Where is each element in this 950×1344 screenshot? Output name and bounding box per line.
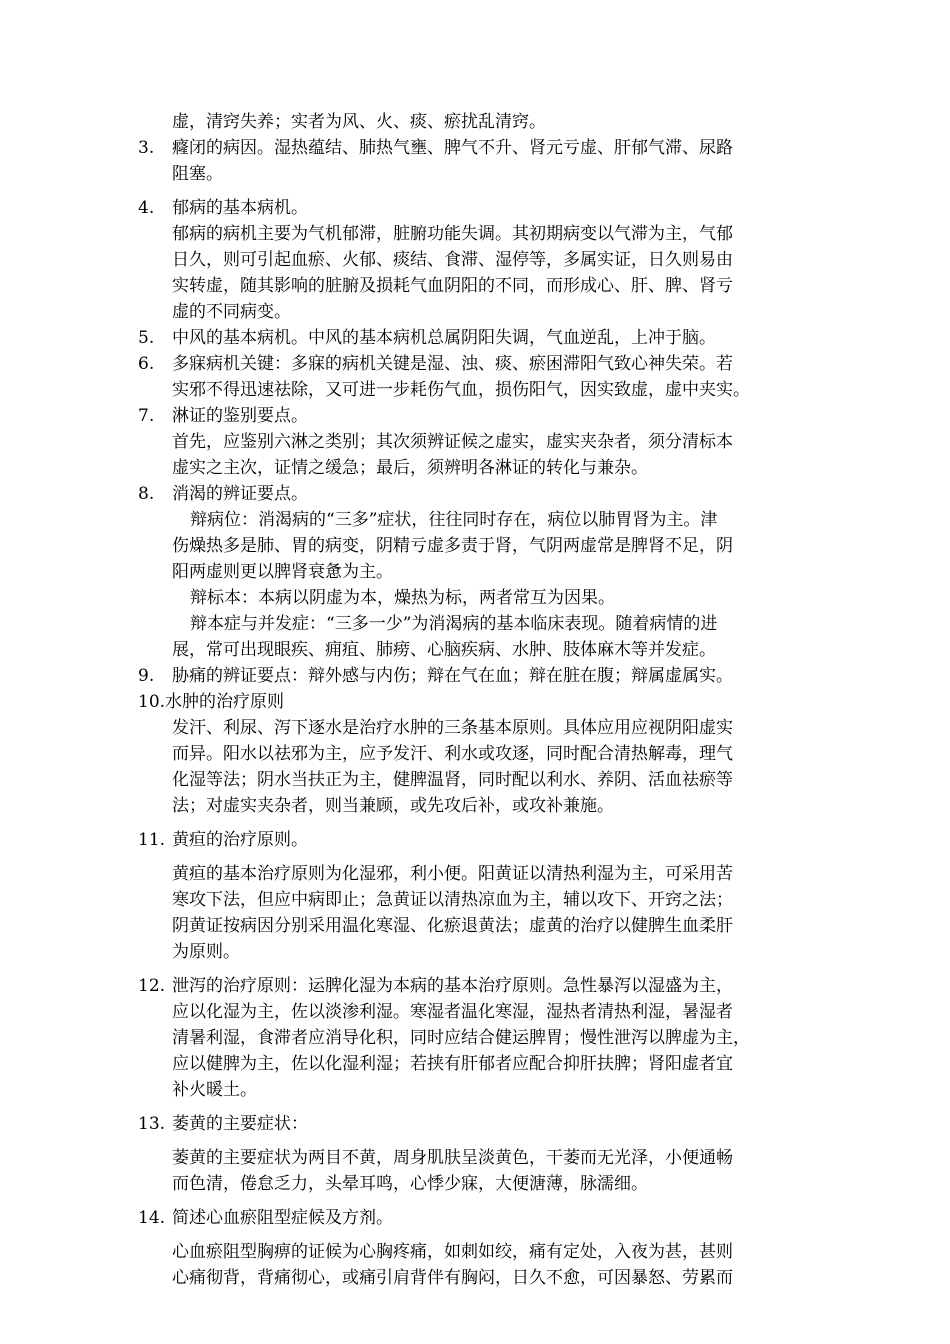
text-line: 郁病的病机主要为气机郁滞，脏腑功能失调。其初期病变以气滞为主，气郁 <box>172 224 733 244</box>
text-line: 实邪不得迅速祛除，又可进一步耗伤气血，损伤阳气，因实致虚，虚中夹实。 <box>172 380 750 400</box>
text-line: 而异。阳水以祛邪为主，应予发汗、利水或攻逐，同时配合清热解毒，理气 <box>172 744 733 764</box>
list-item-text: 胁痛的辨证要点：辩外感与内伤；辩在气在血；辩在脏在腹；辩属虚属实。 <box>172 666 733 686</box>
document-page <box>138 109 828 1291</box>
text-line: 阻塞。 <box>172 164 223 184</box>
line-gap <box>138 965 828 973</box>
list-item-number: 14. <box>138 1208 166 1228</box>
line-gap <box>138 819 828 827</box>
line-gap <box>138 1197 828 1205</box>
list-item-text: 中风的基本病机。中风的基本病机总属阴阳失调，气血逆乱，上冲于脑。 <box>172 328 716 348</box>
line-gap <box>138 1231 828 1239</box>
list-item-number: 12. <box>138 976 166 996</box>
list-item-number: 4. <box>138 198 155 218</box>
list-item <box>138 827 828 853</box>
text-line: 阳两虚则更以脾肾衰惫为主。 <box>172 562 393 582</box>
list-item-number: 7. <box>138 406 155 426</box>
text-line: 应以化湿为主，佐以淡渗利湿。寒湿者温化寒湿，湿热者清热利湿，暑湿者 <box>172 1002 733 1022</box>
text-line: 心痛彻背，背痛彻心，或痛引肩背伴有胸闷，日久不愈，可因暴怒、劳累而 <box>172 1268 733 1288</box>
line-gap <box>138 1103 828 1111</box>
list-item-text: 癃闭的病因。湿热蕴结、肺热气壅、脾气不升、肾元亏虚、肝郁气滞、尿路 <box>172 138 733 158</box>
list-item <box>138 663 828 689</box>
list-item <box>138 481 828 507</box>
text-line: 展，常可出现眼疾、痈疽、肺痨、心脑疾病、水肿、肢体麻木等并发症。 <box>172 640 716 660</box>
list-item-text: 郁病的基本病机。 <box>172 198 308 218</box>
list-item <box>138 973 828 999</box>
text-line: 辩标本：本病以阴虚为本，燥热为标，两者常互为因果。 <box>190 588 615 608</box>
list-item <box>138 195 828 221</box>
list-item-text: 消渴的辨证要点。 <box>172 484 308 504</box>
text-line: 萎黄的主要症状为两目不黄，周身肌肤呈淡黄色，干萎而无光泽，小便通畅 <box>172 1148 733 1168</box>
list-item-number: 13. <box>138 1114 166 1134</box>
text-line: 伤燥热多是肺、胃的病变，阴精亏虚多责于肾，气阴两虚常是脾肾不足，阴 <box>172 536 733 556</box>
list-item <box>138 1111 828 1137</box>
list-item-text: 多寐病机关键：多寐的病机关键是湿、浊、痰、瘀困滞阳气致心神失荣。若 <box>172 354 733 374</box>
list-item-text: 萎黄的主要症状： <box>172 1114 308 1134</box>
line-gap <box>138 1137 828 1145</box>
text-line: 虚的不同病变。 <box>172 302 291 322</box>
list-item-number: 11. <box>138 830 166 850</box>
list-item-number: 5. <box>138 328 155 348</box>
list-item-text: 黄疸的治疗原则。 <box>172 830 308 850</box>
list-item-text: 泄泻的治疗原则：运脾化湿为本病的基本治疗原则。急性暴泻以湿盛为主， <box>172 976 733 996</box>
text-line: 辩本症与并发症：“三多一少”为消渴病的基本临床表现。随着病情的进 <box>190 614 718 634</box>
text-line: 阴黄证按病因分别采用温化寒湿、化瘀退黄法；虚黄的治疗以健脾生血柔肝 <box>172 916 733 936</box>
line-gap <box>138 187 828 195</box>
text-line: 为原则。 <box>172 942 240 962</box>
text-line: 化湿等法；阴水当扶正为主，健脾温肾，同时配以利水、养阴、活血祛瘀等 <box>172 770 733 790</box>
list-item <box>138 351 828 377</box>
text-line: 法；对虚实夹杂者，则当兼顾，或先攻后补，或攻补兼施。 <box>172 796 614 816</box>
list-item <box>138 135 828 161</box>
list-item-number: 9. <box>138 666 155 686</box>
list-item <box>138 1205 828 1231</box>
text-line: 寒攻下法，但应中病即止；急黄证以清热凉血为主，辅以攻下、开窍之法； <box>172 890 733 910</box>
text-line: 黄疸的基本治疗原则为化湿邪，利小便。阳黄证以清热利湿为主，可采用苦 <box>172 864 733 884</box>
list-item-text: 淋证的鉴别要点。 <box>172 406 308 426</box>
list-item-number: 8. <box>138 484 155 504</box>
list-item <box>138 403 828 429</box>
line-gap <box>138 853 828 861</box>
text-line: 辩病位：消渴病的“三多”症状，往往同时存在，病位以肺胃肾为主。津 <box>190 510 718 530</box>
text-line: 实转虚，随其影响的脏腑及损耗气血阴阳的不同，而形成心、肝、脾、肾亏 <box>172 276 733 296</box>
text-line: 日久，则可引起血瘀、火郁、痰结、食滞、湿停等，多属实证，日久则易由 <box>172 250 733 270</box>
list-item-text: 简述心血瘀阻型症候及方剂。 <box>172 1208 393 1228</box>
text-line: 应以健脾为主，佐以化湿利湿；若挟有肝郁者应配合抑肝扶脾；肾阳虚者宜 <box>172 1054 733 1074</box>
text-line: 首先，应鉴别六淋之类别；其次须辨证候之虚实，虚实夹杂者，须分清标本 <box>172 432 733 452</box>
text-line: 发汗、利尿、泻下逐水是治疗水肿的三条基本原则。具体应用应视阴阳虚实 <box>172 718 733 738</box>
list-item-number: 3. <box>138 138 155 158</box>
text-line: 补火暖土。 <box>172 1080 257 1100</box>
text-line: 心血瘀阻型胸痹的证候为心胸疼痛，如刺如绞，痛有定处，入夜为甚，甚则 <box>172 1242 733 1262</box>
text-line: 清暑利湿，食滞者应消导化积，同时应结合健运脾胃；慢性泄泻以脾虚为主， <box>172 1028 750 1048</box>
list-item-number: 6. <box>138 354 155 374</box>
list-item: 10.水肿的治疗原则 <box>138 692 285 712</box>
text-line: 虚，清窍失养；实者为风、火、痰、瘀扰乱清窍。 <box>172 112 546 132</box>
text-line: 虚实之主次，证情之缓急；最后，须辨明各淋证的转化与兼杂。 <box>172 458 648 478</box>
list-item <box>138 325 828 351</box>
text-line: 而色清，倦怠乏力，头晕耳鸣，心悸少寐，大便溏薄，脉濡细。 <box>172 1174 648 1194</box>
